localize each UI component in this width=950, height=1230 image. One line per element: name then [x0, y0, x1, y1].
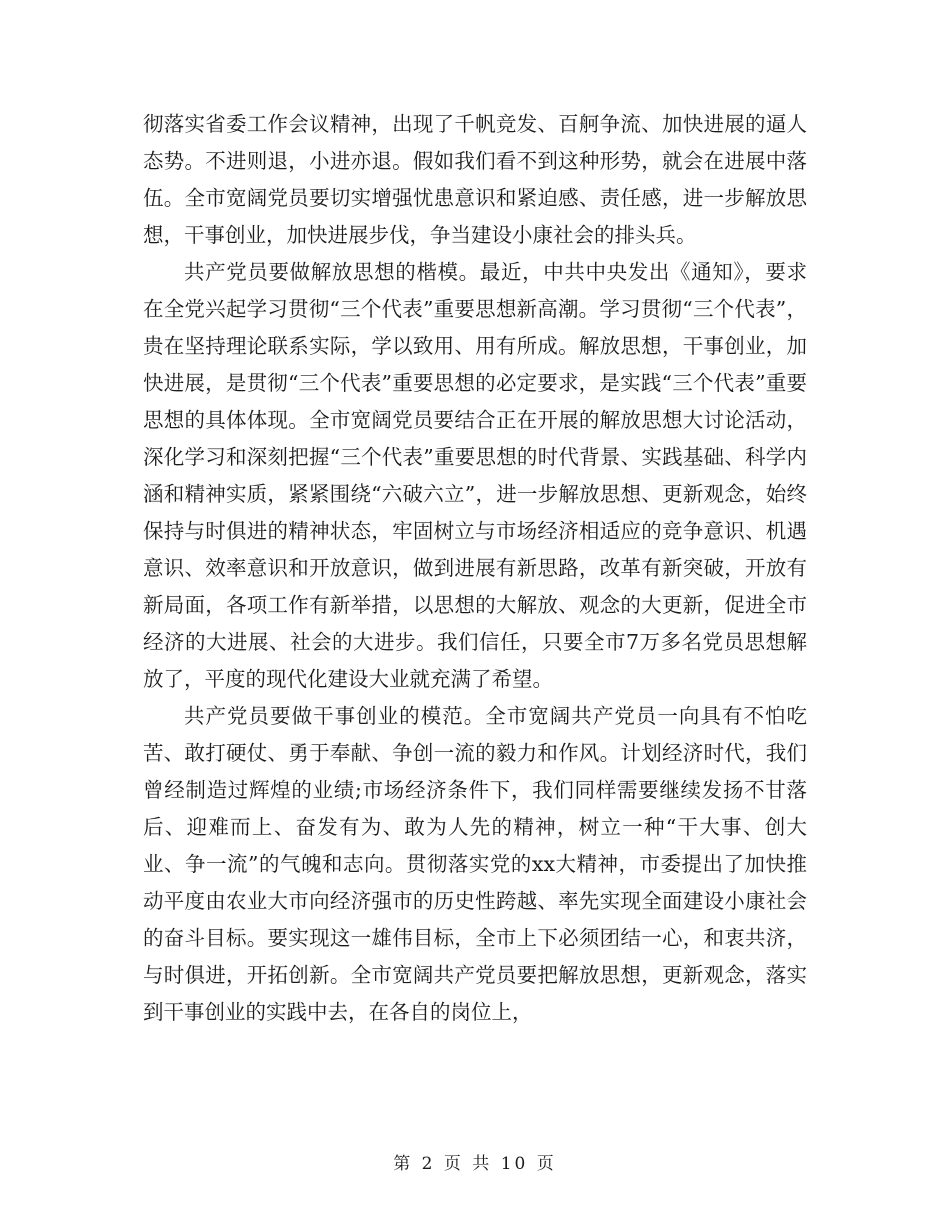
document-body [143, 106, 807, 1031]
paragraph-2: 共产党员要做解放思想的楷模。最近，中共中央发出《通知》，要求在全党兴起学习贯彻“三个代表”重要思想新高潮。学习贯彻“三个代表”，贵在坚持理论联系实际，学以致用、用有所成。解放思想，干事创业，加快进展，是贯彻“三个代表”重要思想的必定要求，是实践“三个代表”重要思想的具体体现。全市宽阔党员要结合正在开展的解放思想大讨论活动，深化学习和深刻把握“三个代表”重要思想的时代背景、实践基础、科学内涵和精神实质，紧紧围绕“六破六立”，进一步解放思想、更新观念，始终保持与时俱进的精神状态，牢固树立与市场经济相适应的竞争意识、机遇意识、效率意识和开放意识，做到进展有新思路，改革有新突破，开放有新局面，各项工作有新举措，以思想的大解放、观念的大更新，促进全市经济的大进展、社会的大进步。我们信任，只要全市7万多名党员思想解放了，平度的现代化建设大业就充满了希望。 [143, 260, 807, 691]
paragraph-3: 共产党员要做干事创业的模范。全市宽阔共产党员一向具有不怕吃苦、敢打硬仗、勇于奉献、争创一流的毅力和作风。计划经济时代，我们曾经制造过辉煌的业绩;市场经济条件下，我们同样需要继续发扬不甘落后、迎难而上、奋发有为、敢为人先的精神，树立一种“干大事、创大业、争一流”的气魄和志向。贯彻落实党的xx大精神，市委提出了加快推动平度由农业大市向经济强市的历史性跨越、率先实现全面建设小康社会的奋斗目标。要实现这一雄伟目标，全市上下必须团结一心，和衷共济，与时俱进，开拓创新。全市宽阔共产党员要把解放思想，更新观念，落实到干事创业的实践中去，在各自的岗位上， [143, 704, 807, 1024]
page-footer: 第 2 页 共 10 页 [393, 1154, 557, 1174]
paragraph-1: 彻落实省委工作会议精神，出现了千帆竞发、百舸争流、加快进展的逼人态势。不进则退，小进亦退。假如我们看不到这种形势，就会在进展中落伍。全市宽阔党员要切实增强忧患意识和紧迫感、责任感，进一步解放思想，干事创业，加快进展步伐，争当建设小康社会的排头兵。 [143, 112, 807, 247]
